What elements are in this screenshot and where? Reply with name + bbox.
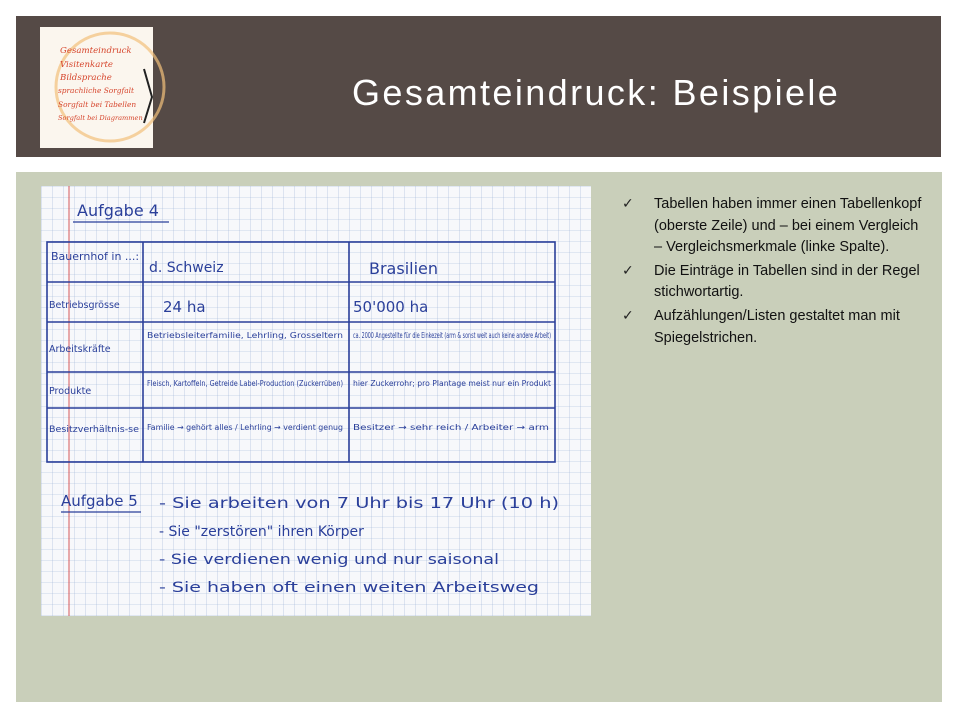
task5-line-2: - Sie "zerstören" ihren Körper (159, 524, 364, 540)
row4-br: Besitzer → sehr reich / Arbeiter → arm (353, 423, 550, 432)
row1-br: 50'000 ha (353, 298, 429, 316)
slide-title: Gesamteindruck: Beispiele (352, 72, 841, 113)
checkmark-icon: ✓ (622, 307, 634, 324)
worksheet-drawing (41, 186, 591, 616)
thumb-line-6: Sorgfalt bei Diagrammen (58, 114, 143, 122)
row3-ch: Fleisch, Kartoffeln, Getreide Label-Production (Zuckerrüben) (147, 379, 343, 388)
row4-ch: Familie → gehört alles / Lehrling → verdient genug (147, 423, 343, 432)
table-header-0: Bauernhof in ...: (51, 250, 140, 263)
row2-ch: Betriebsleiterfamilie, Lehrling, Grosseltern (147, 331, 343, 340)
row3-br: hier Zuckerrohr; pro Plantage meist nur ein Produkt (353, 379, 551, 388)
checkmark-icon: ✓ (622, 262, 634, 279)
row1-ch: 24 ha (163, 298, 206, 316)
thumb-line-3: Bildsprache (60, 73, 112, 83)
task5-line-3: - Sie verdienen wenig und nur saisonal (159, 552, 499, 568)
thumb-line-5: Sorgfalt bei Tabellen (58, 100, 137, 109)
thumbnail-image (40, 27, 153, 148)
task4-heading: Aufgabe 4 (77, 201, 159, 220)
thumb-line-2: Visitenkarte (60, 60, 114, 70)
bullet-item (622, 194, 922, 259)
handwritten-worksheet-photo (41, 186, 591, 616)
table-header-1: d. Schweiz (149, 260, 224, 276)
row2-label: Arbeitskräfte (49, 344, 111, 355)
bullet-text: Die Einträge in Tabellen sind in der Regel stichwortartig. (654, 262, 920, 301)
row4-label: Besitzverhältnis-se (49, 425, 139, 435)
bullet-item (622, 261, 922, 304)
task5-line-4: - Sie haben oft einen weiten Arbeitsweg (159, 580, 539, 596)
bullet-text: Aufzählungen/Listen gestaltet man mit Spiegelstrichen. (654, 307, 900, 346)
thumb-line-4: sprachliche Sorgfalt (58, 86, 134, 95)
checkmark-icon: ✓ (622, 196, 634, 212)
task5-line-1: - Sie arbeiten von 7 Uhr bis 17 Uhr (10 h) (159, 494, 559, 512)
bullet-text: Tabellen haben immer einen Tabellenkopf (oberste Zeile) und – bei einem Vergleich – Vergleichsmerkmale (linke Spalte). (654, 196, 922, 256)
bullet-list (622, 194, 922, 351)
row3-label: Produkte (49, 386, 92, 397)
thumbnail-drawing (40, 27, 153, 148)
bullet-item (622, 306, 922, 349)
thumb-line-1: Gesamteindruck (60, 46, 132, 56)
task5-heading: Aufgabe 5 (61, 492, 138, 510)
table-header-2: Brasilien (369, 259, 439, 278)
row2-br: ca. 2000 Angestellte für die Einkezeit (arm & sonst weit auch keine andere Arbeit) (353, 331, 552, 340)
row1-label: Betriebsgrösse (49, 300, 120, 311)
